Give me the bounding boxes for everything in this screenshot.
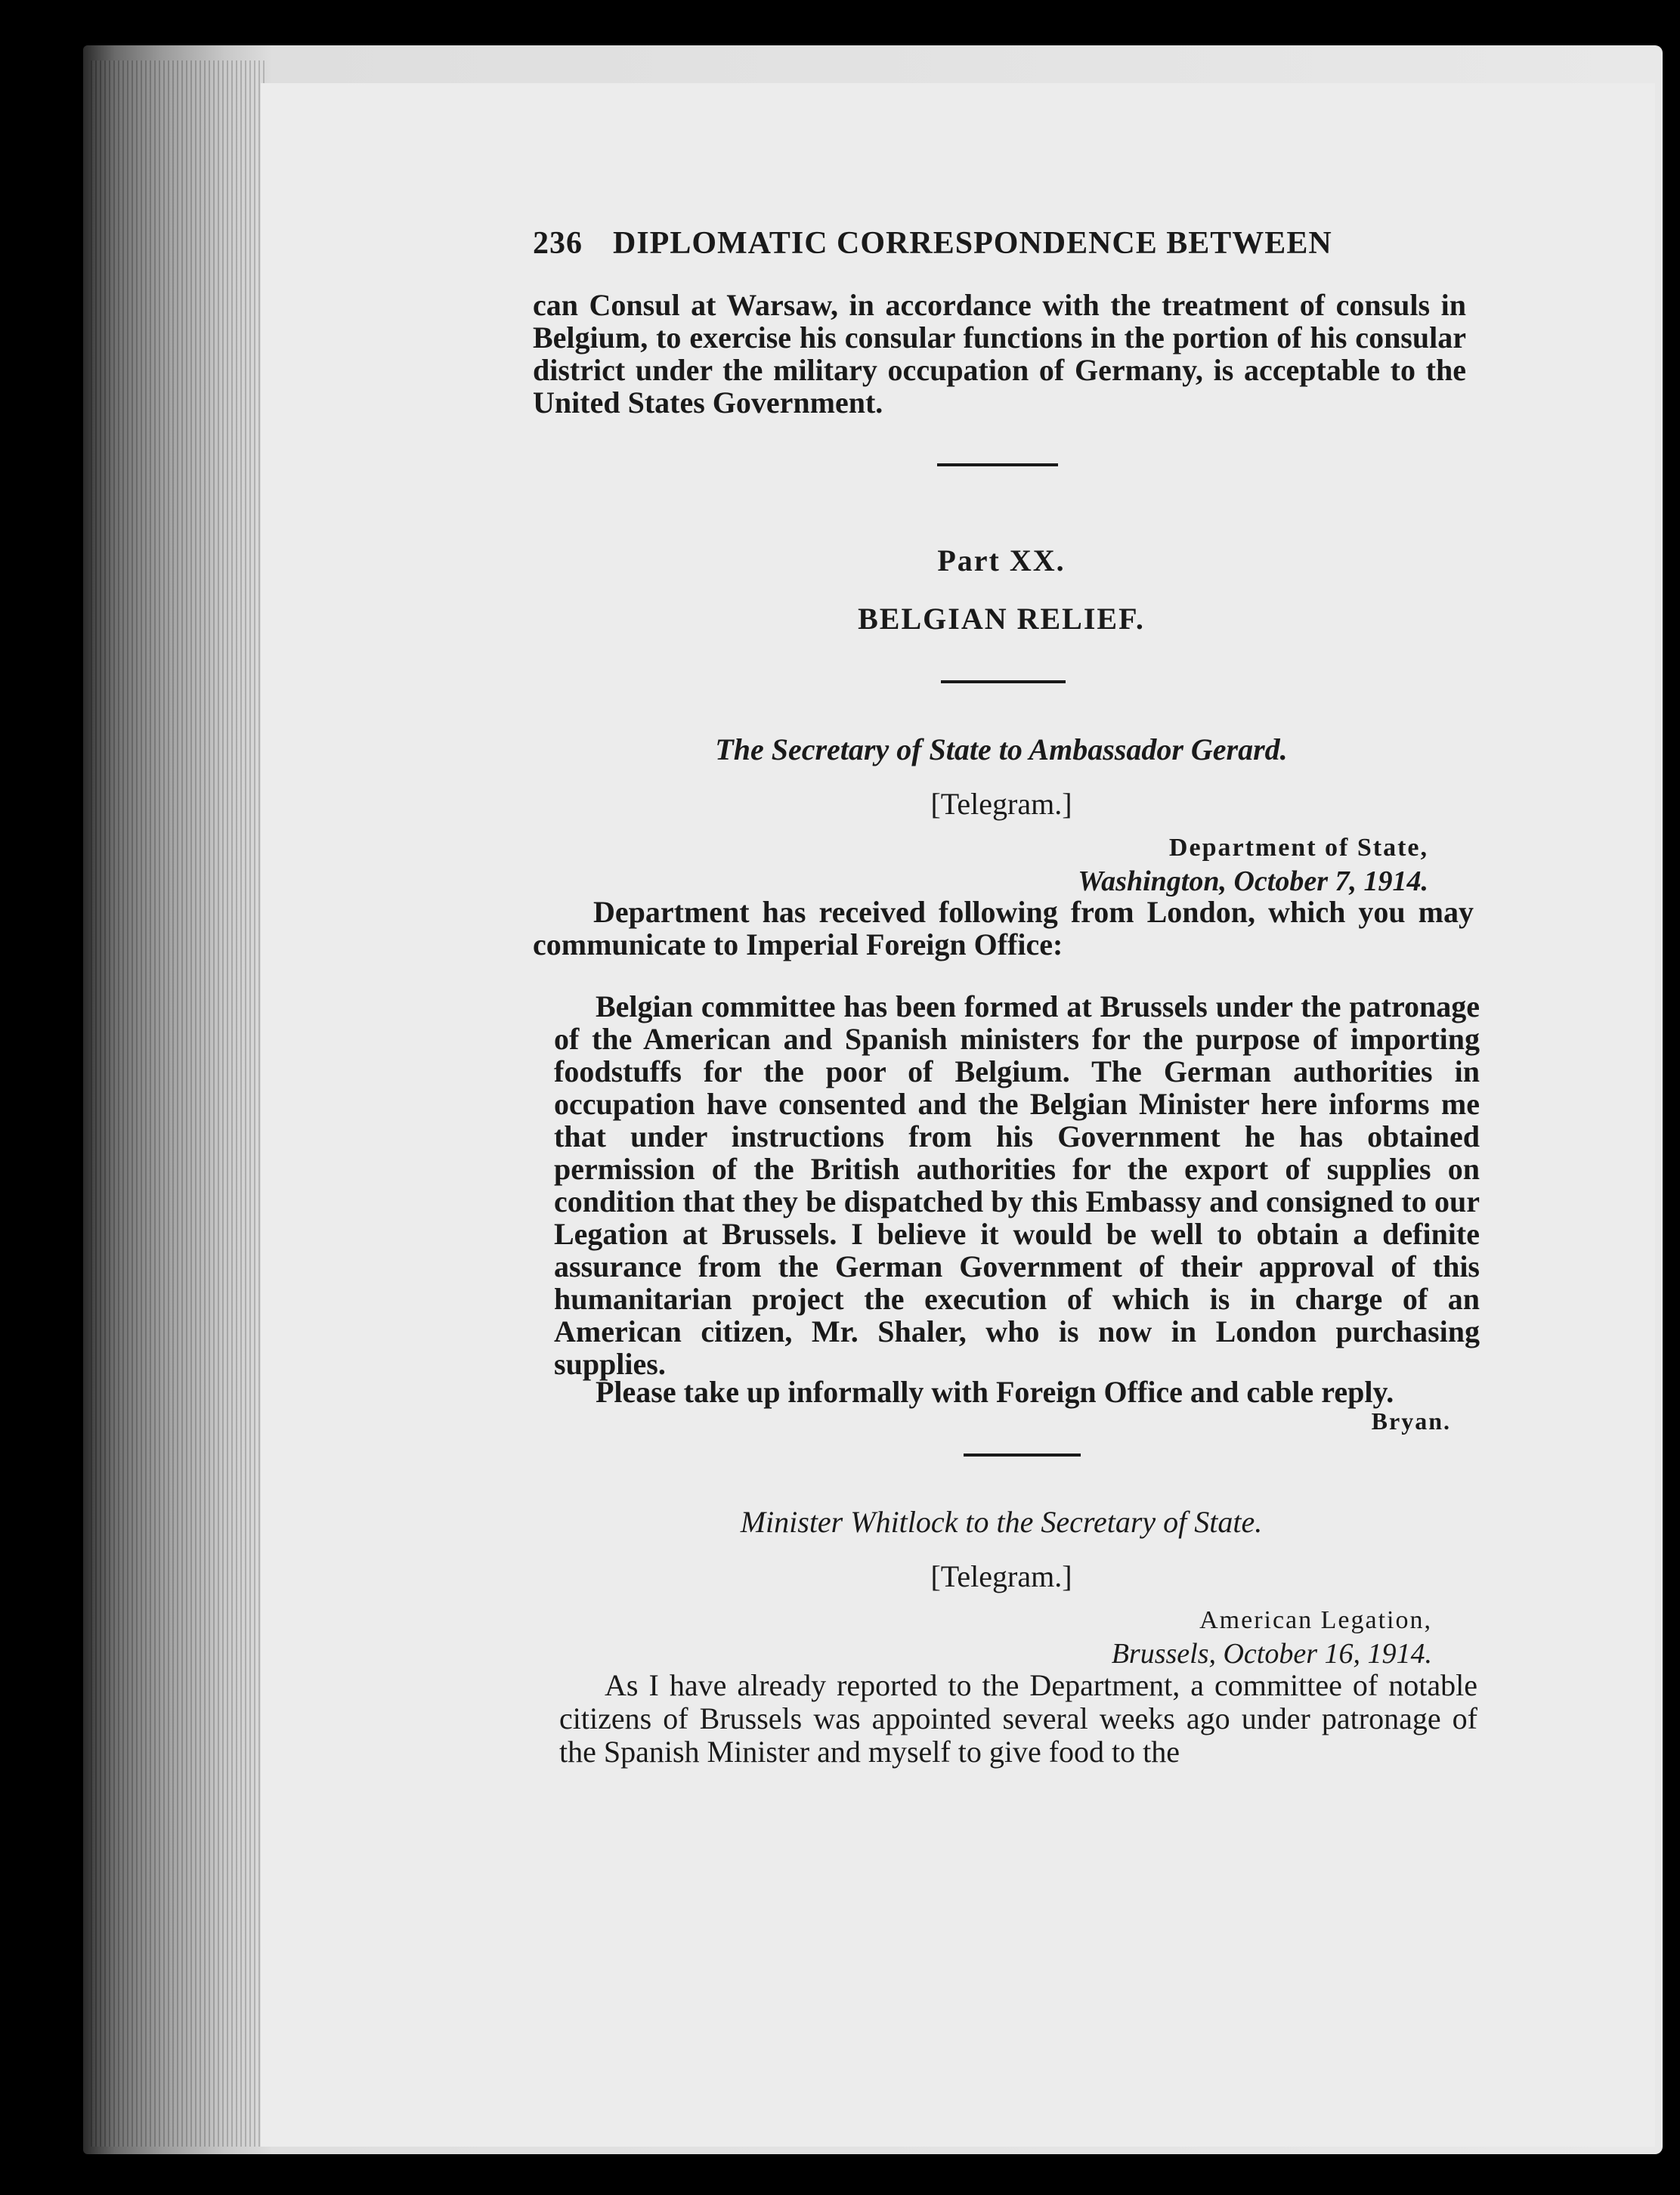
doc1-place-date: Washington, October 7, 1914.: [1078, 865, 1428, 897]
doc1-intro: Department has received following from London, which you may communicate to Imperial Foreign Office:: [533, 895, 1474, 961]
doc1-addressee: The Secretary of State to Ambassador Gerard.: [715, 732, 1288, 766]
doc1-closing: Please take up informally with Foreign Office and cable reply.: [596, 1375, 1394, 1409]
continuation-paragraph: can Consul at Warsaw, in accordance with the treatment of consuls in Belgium, to exercise his consular functions in the portion of his consular district under the military occupation of Germany, is acceptable to the United States Government.: [533, 288, 1466, 419]
doc1-type: [Telegram.]: [930, 787, 1072, 821]
doc1-dateline: [907, 831, 1428, 898]
doc1-signature: Bryan.: [1371, 1407, 1451, 1435]
part-label: Part XX.: [937, 543, 1066, 577]
page-stack-edge: [91, 60, 265, 2147]
doc1-quoted-message: Belgian committee has been formed at Brussels under the patronage of the American and Spanish ministers for the purpose of importing foodstuffs for the poor of Belgium. The German authorities in occupation have consented and the Belgian Minister here informs me that under instructions from his Government he has obtained permission of the British authorities for the export of supplies on condition that they be dispatched by this Embassy and consigned to our Legation at Brussels. I believe it would be well to obtain a definite assurance from the German Government of their approval of this humanitarian project the execution of which is in charge of an American citizen, Mr. Shaler, who is now in London purchasing supplies.: [554, 989, 1480, 1381]
part-title: BELGIAN RELIEF.: [858, 602, 1145, 636]
running-header: [533, 225, 1357, 262]
doc1-origin: Department of State,: [1168, 834, 1428, 862]
doc2-dateline: [907, 1604, 1432, 1670]
page-number: 236: [533, 226, 583, 261]
section-divider: [941, 680, 1066, 683]
section-divider: [937, 463, 1058, 466]
section-divider: [964, 1454, 1081, 1457]
doc2-addressee: Minister Whitlock to the Secretary of State.: [740, 1505, 1263, 1539]
doc2-type: [Telegram.]: [930, 1559, 1072, 1593]
doc2-body: As I have already reported to the Department, a committee of notable citizens of Brussels was appointed several weeks ago under patronage of the Spanish Minister and myself to give food to the: [559, 1668, 1477, 1769]
doc2-origin: American Legation,: [1199, 1606, 1432, 1634]
doc2-place-date: Brussels, October 16, 1914.: [1111, 1638, 1432, 1670]
running-title: DIPLOMATIC CORRESPONDENCE BETWEEN: [613, 226, 1332, 261]
